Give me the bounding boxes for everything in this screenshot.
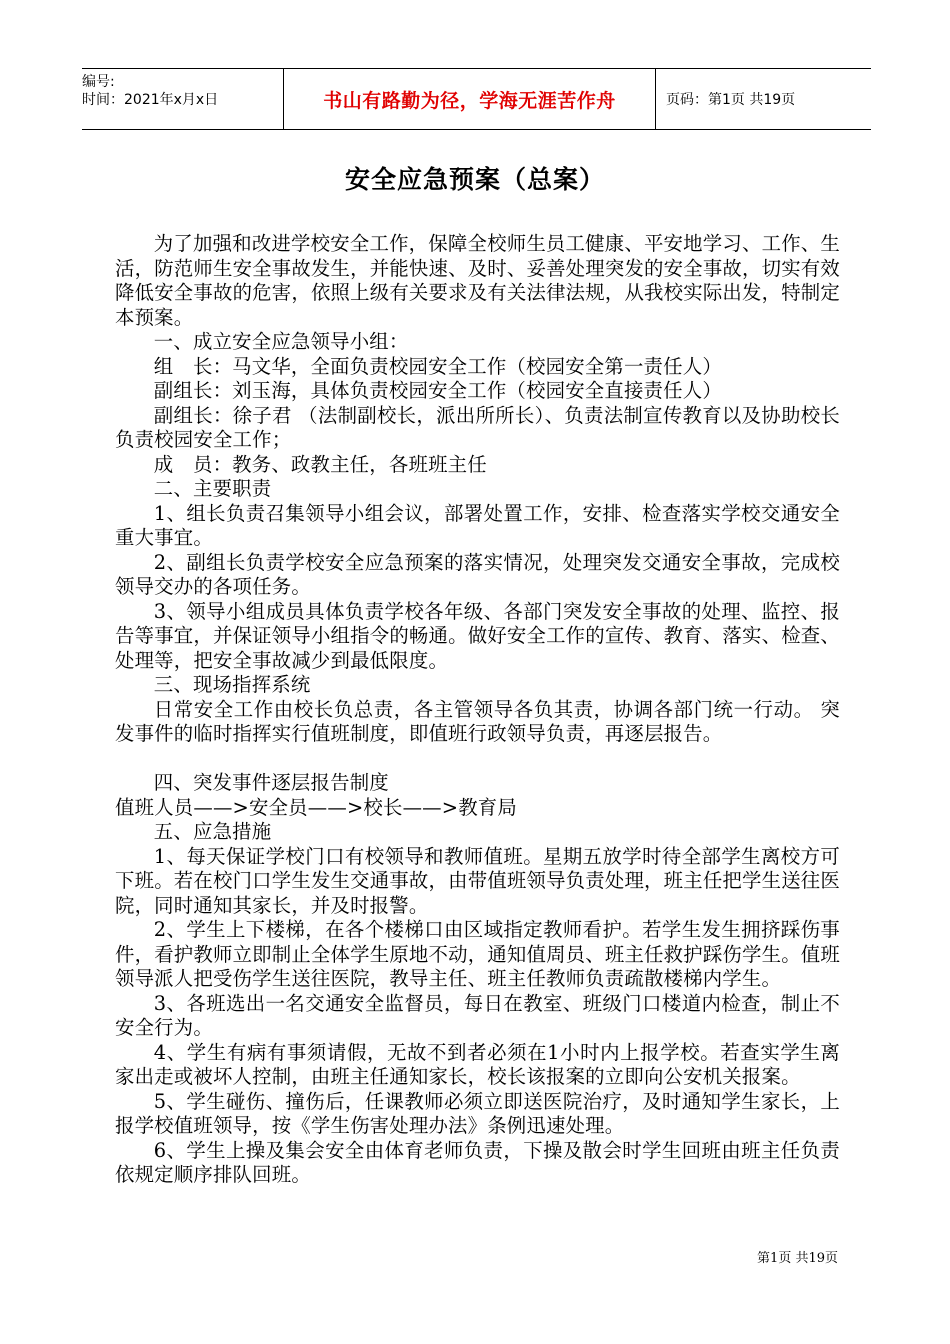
- header-motto: 书山有路勤为径，学海无涯苦作舟: [283, 69, 656, 129]
- number-label: 编号:: [82, 74, 115, 90]
- header-meta: [82, 69, 282, 133]
- report-chain: 值班人员——>安全员——>校长——>教育局: [115, 795, 517, 819]
- deputy-leader-line: 副组长：徐子君 （法制副校长，派出所所长）、负责法制宣传教育以及协助校长负责校园安全工作；: [115, 403, 840, 451]
- paragraph-gap: [115, 747, 840, 772]
- measure-item: 2、学生上下楼梯，在各个楼梯口由区域指定教师看护。若学生发生拥挤踩伤事件，看护教师立即制止全体学生原地不动，通知值周员、班主任救护踩伤学生。值班领导派人把受伤学生送往医院，教导主任、班主任教师负责疏散楼梯内学生。: [115, 918, 840, 990]
- page-footer: 第1页 共19页: [757, 1251, 838, 1266]
- command-paragraph: 日常安全工作由校长负总责，各主管领导各负其责，协调各部门统一行动。 突发事件的临时指挥实行值班制度，即值班行政领导负责，再逐层报告。: [115, 697, 840, 745]
- duty-item: 2、副组长负责学校安全应急预案的落实情况，处理突发交通安全事故，完成校领导交办的各项任务。: [115, 550, 840, 598]
- measure-item: 3、各班选出一名交通安全监督员，每日在教室、班级门口楼道内检查，制止不安全行为。: [115, 991, 840, 1039]
- team-leader-line: 组 长：马文华，全面负责校园安全工作（校园安全第一责任人）: [153, 354, 722, 378]
- duty-item: 1、组长负责召集领导小组会议，部署处置工作，安排、检查落实学校交通安全重大事宜。: [115, 501, 840, 549]
- section-heading: 三、现场指挥系统: [153, 673, 311, 696]
- section-heading: 四、突发事件逐层报告制度: [153, 771, 389, 794]
- intro-paragraph: 为了加强和改进学校安全工作，保障全校师生员工健康、平安地学习、工作、生活，防范师生安全事故发生，并能快速、及时、妥善处理突发的安全事故，切实有效降低安全事故的危害，依照上级有关要求及有关法律法规，从我校实际出发，特制定本预案。: [115, 232, 840, 329]
- section-heading: 一、成立安全应急领导小组：: [153, 330, 409, 353]
- measure-item: 4、学生有病有事须请假，无故不到者必须在1小时内上报学校。若查实学生离家出走或被坏人控制，由班主任通知家长，校长该报案的立即向公安机关报案。: [115, 1040, 840, 1088]
- section-heading: 五、应急措施: [153, 820, 272, 843]
- document-body: [115, 232, 840, 1188]
- deputy-leader-line: 副组长：刘玉海，具体负责校园安全工作（校园安全直接责任人）: [153, 379, 722, 402]
- header-page-info: 页码：第1页 共19页: [666, 92, 796, 108]
- measure-item: 1、每天保证学校门口有校领导和教师值班。星期五放学时待全部学生离校方可下班。若在校门口学生发生交通事故，由带值班领导负责处理，班主任把学生送往医院，同时通知其家长，并及时报警。: [115, 844, 840, 917]
- measure-item: 5、学生碰伤、撞伤后，任课教师必须立即送医院治疗，及时通知学生家长，上报学校值班领导，按《学生伤害处理办法》条例迅速处理。: [115, 1089, 840, 1137]
- document-title: 安全应急预案（总案）: [344, 165, 605, 194]
- section-heading: 二、主要职责: [153, 477, 272, 500]
- measure-item: 6、学生上操及集会安全由体育老师负责，下操及散会时学生回班由班主任负责依规定顺序排队回班。: [115, 1138, 840, 1186]
- duty-item: 3、领导小组成员具体负责学校各年级、各部门突发安全事故的处理、监控、报告等事宜，并保证领导小组指令的畅通。做好安全工作的宣传、教育、落实、检查、处理等，把安全事故减少到最低限度。: [115, 599, 840, 672]
- time-label: 时间：2021年x月x日: [82, 92, 219, 108]
- member-line: 成 员：教务、政教主任，各班班主任: [153, 452, 487, 476]
- page-header: [82, 68, 871, 130]
